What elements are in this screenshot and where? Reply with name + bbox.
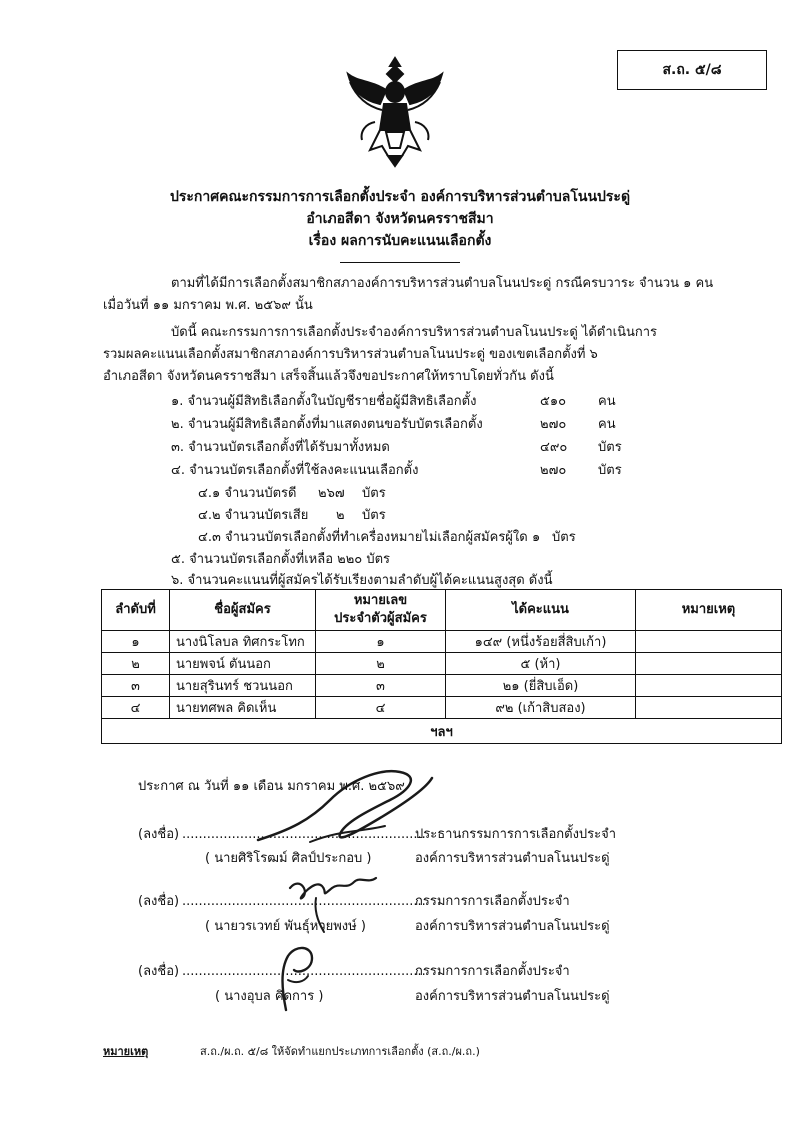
subitem-3-label: ๔.๓ จำนวนบัตรเลือกตั้งที่ทำเครื่องหมายไม่เลือกผู้สมัครผู้ใด bbox=[198, 530, 528, 545]
col-score-header: ได้คะแนน bbox=[446, 590, 636, 631]
item-6: ๖. จำนวนคะแนนที่ผู้สมัครได้รับเรียงตามลำดับผู้ได้คะแนนสูงสุด ดังนี้ bbox=[171, 573, 553, 588]
sig2-dots: ........................................................... bbox=[182, 894, 426, 909]
subitem-1-value: ๒๖๗ bbox=[318, 486, 345, 501]
cell-remark bbox=[636, 631, 782, 653]
cell-score: ๒๑ (ยี่สิบเอ็ด) bbox=[446, 675, 636, 697]
cell-number: ๓ bbox=[316, 675, 446, 697]
item-2-value: ๒๗๐ bbox=[540, 417, 567, 432]
cell-name: นางนิโลบล ทิศกระโทก bbox=[170, 631, 316, 653]
cell-rank: ๑ bbox=[102, 631, 170, 653]
subitem-1-unit: บัตร bbox=[362, 486, 386, 501]
table-row bbox=[102, 631, 782, 653]
item-3-value: ๔๙๐ bbox=[540, 440, 568, 455]
cell-remark bbox=[636, 675, 782, 697]
item-4-unit: บัตร bbox=[598, 463, 622, 478]
para2-line3: อำเภอสีดา จังหวัดนครราชสีมา เสร็จสิ้นแล้วจึงขอประกาศให้ทราบโดยทั่วกัน ดังนี้ bbox=[103, 369, 554, 384]
note-text: ส.ถ./ผ.ถ. ๕/๘ ให้จัดทำแยกประเภทการเลือกตั้ง (ส.ถ./ผ.ถ.) bbox=[200, 1045, 480, 1058]
col-remark-header: หมายเหตุ bbox=[636, 590, 782, 631]
cell-score: ๕ (ห้า) bbox=[446, 653, 636, 675]
col-name-header: ชื่อผู้สมัคร bbox=[170, 590, 316, 631]
sig2-name: ( นายวรเวทย์ พันธุ์หวยพงษ์ ) bbox=[205, 919, 366, 934]
sig3-dots: ........................................................... bbox=[182, 964, 426, 979]
signature-1-icon bbox=[250, 760, 440, 850]
sig2-label: (ลงชื่อ) bbox=[138, 894, 180, 909]
cell-number: ๒ bbox=[316, 653, 446, 675]
item-3-unit: บัตร bbox=[598, 440, 622, 455]
item-2-label: ๒. จำนวนผู้มีสิทธิเลือกตั้งที่มาแสดงตนขอรับบัตรเลือกตั้ง bbox=[171, 417, 483, 432]
col-number-header-l2: ประจำตัวผู้สมัคร bbox=[334, 611, 427, 626]
cell-number: ๔ bbox=[316, 697, 446, 719]
cell-name: นายทศพล คิดเห็น bbox=[170, 697, 316, 719]
sig1-label: (ลงชื่อ) bbox=[138, 827, 180, 842]
item-4-label: ๔. จำนวนบัตรเลือกตั้งที่ใช้ลงคะแนนเลือกตั้ง bbox=[171, 463, 419, 478]
sig3-position2: องค์การบริหารส่วนตำบลโนนประดู่ bbox=[415, 989, 610, 1004]
subitem-2-value: ๒ bbox=[336, 508, 345, 523]
sig3-position1: กรรมการการเลือกตั้งประจำ bbox=[415, 964, 570, 979]
para1-line2: เมื่อวันที่ ๑๑ มกราคม พ.ศ. ๒๕๖๙ นั้น bbox=[103, 298, 313, 313]
sig1-position2: องค์การบริหารส่วนตำบลโนนประดู่ bbox=[415, 851, 610, 866]
item-1-label: ๑. จำนวนผู้มีสิทธิเลือกตั้งในบัญชีรายชื่อผู้มีสิทธิเลือกตั้ง bbox=[171, 394, 477, 409]
item-1-value: ๕๑๐ bbox=[540, 394, 567, 409]
subitem-3-unit: บัตร bbox=[552, 530, 576, 545]
sig2-position2: องค์การบริหารส่วนตำบลโนนประดู่ bbox=[415, 919, 610, 934]
header-line2: อำเภอสีดา จังหวัดนครราชสีมา bbox=[306, 211, 494, 227]
cell-rank: ๒ bbox=[102, 653, 170, 675]
cell-number: ๑ bbox=[316, 631, 446, 653]
subitem-2-label: ๔.๒ จำนวนบัตรเสีย bbox=[198, 508, 309, 523]
para2-line1: บัดนี้ คณะกรรมการการเลือกตั้งประจำองค์การบริหารส่วนตำบลโนนประดู่ ได้ดำเนินการ bbox=[171, 325, 657, 340]
form-code: ส.ถ. ๕/๘ bbox=[662, 62, 722, 78]
item-1-unit: คน bbox=[598, 394, 616, 409]
header-divider bbox=[340, 262, 460, 263]
announce-date: ประกาศ ณ วันที่ ๑๑ เดือน มกราคม พ.ศ. ๒๕๖๙ bbox=[138, 779, 405, 794]
table-footer: ฯลฯ bbox=[102, 719, 782, 744]
header-subject: เรื่อง ผลการนับคะแนนเลือกตั้ง bbox=[308, 233, 492, 249]
col-number-header bbox=[316, 590, 446, 631]
signature-2-icon bbox=[280, 868, 390, 938]
table-row bbox=[102, 697, 782, 719]
cell-rank: ๔ bbox=[102, 697, 170, 719]
col-number-header-l1: หมายเลข bbox=[353, 593, 408, 608]
table-footer-row bbox=[102, 719, 782, 744]
sig2-position1: กรรมการการเลือกตั้งประจำ bbox=[415, 894, 570, 909]
sig3-label: (ลงชื่อ) bbox=[138, 964, 180, 979]
signature-3-icon bbox=[268, 940, 328, 1020]
header-line1: ประกาศคณะกรรมการการเลือกตั้งประจำ องค์การบริหารส่วนตำบลโนนประดู่ bbox=[169, 189, 631, 205]
sig3-name: ( นางอุบล คิดการ ) bbox=[215, 989, 324, 1004]
garuda-emblem-icon bbox=[340, 52, 450, 172]
cell-rank: ๓ bbox=[102, 675, 170, 697]
form-code-box bbox=[617, 50, 767, 90]
table-header-row bbox=[102, 590, 782, 631]
para1-line1: ตามที่ได้มีการเลือกตั้งสมาชิกสภาองค์การบริหารส่วนตำบลโนนประดู่ กรณีครบวาระ จำนวน ๑ คน bbox=[171, 276, 714, 291]
subitem-2-unit: บัตร bbox=[362, 508, 386, 523]
item-5: ๕. จำนวนบัตรเลือกตั้งที่เหลือ ๒๒๐ บัตร bbox=[171, 552, 391, 567]
col-rank-header: ลำดับที่ bbox=[102, 590, 170, 631]
para2-line2: รวมผลคะแนนเลือกตั้งสมาชิกสภาองค์การบริหารส่วนตำบลโนนประดู่ ของเขตเลือกตั้งที่ ๖ bbox=[103, 347, 598, 362]
table-row bbox=[102, 675, 782, 697]
table-row bbox=[102, 653, 782, 675]
item-4-value: ๒๗๐ bbox=[540, 463, 567, 478]
cell-remark bbox=[636, 653, 782, 675]
cell-remark bbox=[636, 697, 782, 719]
subitem-3-value: ๑ bbox=[532, 530, 541, 545]
cell-name: นายพจน์ ตันนอก bbox=[170, 653, 316, 675]
item-2-unit: คน bbox=[598, 417, 616, 432]
results-table bbox=[101, 589, 782, 744]
sig1-name: ( นายศิริโรฒม์ ศิลป์ประกอบ ) bbox=[205, 851, 372, 866]
subitem-1-label: ๔.๑ จำนวนบัตรดี bbox=[198, 486, 297, 501]
cell-name: นายสุรินทร์ ชวนนอก bbox=[170, 675, 316, 697]
sig1-position1: ประธานกรรมการการเลือกตั้งประจำ bbox=[415, 827, 617, 842]
cell-score: ๑๔๙ (หนึ่งร้อยสี่สิบเก้า) bbox=[446, 631, 636, 653]
sig1-dots: ........................................................... bbox=[182, 827, 426, 842]
item-3-label: ๓. จำนวนบัตรเลือกตั้งที่ได้รับมาทั้งหมด bbox=[171, 440, 390, 455]
note-label: หมายเหตุ bbox=[103, 1045, 149, 1058]
cell-score: ๙๒ (เก้าสิบสอง) bbox=[446, 697, 636, 719]
